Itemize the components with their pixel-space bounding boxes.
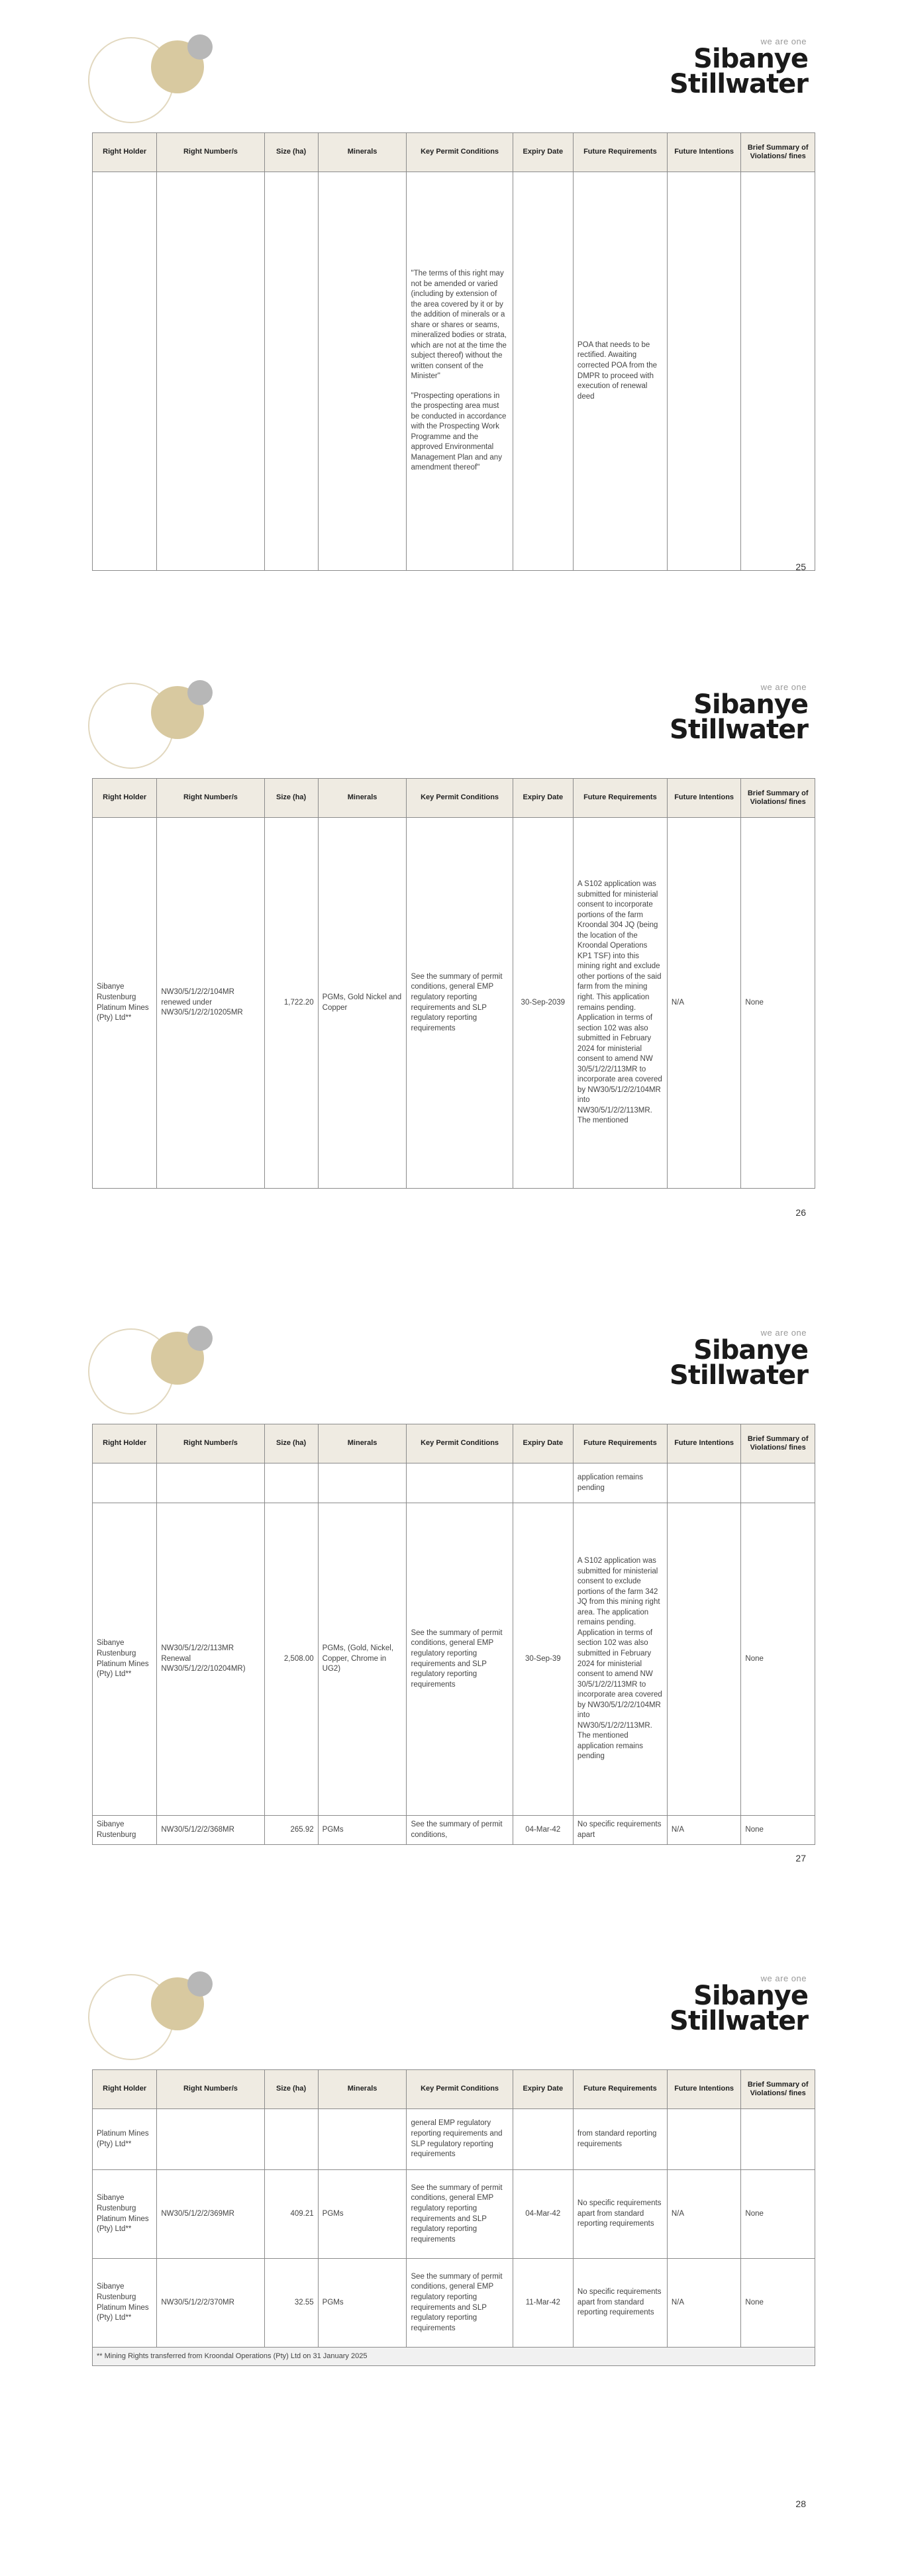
footnote: ** Mining Rights transferred from Kroondal Operations (Pty) Ltd on 31 January 2025 — [93, 2348, 815, 2366]
sibanye-stillwater-logo — [649, 682, 808, 748]
violations-cell: None — [741, 818, 815, 1189]
right-number-cell — [157, 1463, 264, 1503]
sibanye-stillwater-logo — [649, 36, 808, 103]
future-intentions-cell — [667, 172, 741, 571]
right-number-cell: NW30/5/1/2/2/370MR — [157, 2259, 264, 2348]
right-number-cell — [157, 172, 264, 571]
right-holder-cell — [93, 1463, 157, 1503]
logo-word-sibanye: Sibanye — [693, 1335, 808, 1365]
right-holder-cell: Sibanye Rustenburg Platinum Mines (Pty) Ltd** — [93, 1503, 157, 1816]
minerals-cell: PGMs, Gold Nickel and Copper — [318, 818, 407, 1189]
mining-rights-table — [92, 2069, 815, 2366]
column-header: Brief Summary of Violations/ fines — [741, 779, 815, 818]
column-header: Future Intentions — [667, 2070, 741, 2109]
size-cell — [264, 2109, 318, 2170]
document-page — [0, 1937, 904, 2576]
column-header: Expiry Date — [513, 2070, 573, 2109]
right-number-cell: NW30/5/1/2/2/104MR renewed under NW30/5/1/2/2/10205MR — [157, 818, 264, 1189]
column-header: Future Requirements — [573, 779, 667, 818]
table-row — [93, 172, 815, 571]
table-row — [93, 2109, 815, 2170]
column-header: Right Number/s — [157, 2070, 264, 2109]
decorative-circles-graphic — [86, 1967, 232, 2066]
minerals-cell — [318, 2109, 407, 2170]
column-header: Key Permit Conditions — [407, 133, 513, 172]
future-intentions-cell — [667, 2109, 741, 2170]
future-requirements-cell: POA that needs to be rectified. Awaiting corrected POA from the DMPR to proceed with execution of renewal deed — [573, 172, 667, 571]
condition-paragraph: See the summary of permit conditions, — [411, 1820, 503, 1839]
expiry-cell — [513, 1463, 573, 1503]
column-header: Right Number/s — [157, 133, 264, 172]
future-intentions-cell: N/A — [667, 1816, 741, 1845]
violations-cell — [741, 1463, 815, 1503]
violations-cell: None — [741, 2170, 815, 2259]
expiry-cell: 11-Mar-42 — [513, 2259, 573, 2348]
size-cell: 32.55 — [264, 2259, 318, 2348]
right-number-cell: NW30/5/1/2/2/368MR — [157, 1816, 264, 1845]
column-header: Key Permit Conditions — [407, 779, 513, 818]
column-header: Right Number/s — [157, 1424, 264, 1463]
future-intentions-cell — [667, 1503, 741, 1816]
document-page — [0, 1291, 904, 1930]
minerals-cell: PGMs — [318, 2170, 407, 2259]
right-holder-cell: Sibanye Rustenburg Platinum Mines (Pty) Ltd** — [93, 818, 157, 1189]
condition-paragraph: "Prospecting operations in the prospecting area must be conducted in accordance with the Prospecting Work Programme and the approved Environmental Management Plan and any amendment thereof" — [411, 391, 507, 472]
column-header: Right Holder — [93, 2070, 157, 2109]
minerals-cell — [318, 1463, 407, 1503]
future-intentions-cell: N/A — [667, 818, 741, 1189]
size-cell — [264, 1463, 318, 1503]
mining-rights-table — [92, 778, 815, 1189]
conditions-cell — [407, 2170, 513, 2259]
column-header: Future Intentions — [667, 133, 741, 172]
column-header: Key Permit Conditions — [407, 2070, 513, 2109]
table-row — [93, 818, 815, 1189]
column-header: Future Requirements — [573, 2070, 667, 2109]
column-header: Size (ha) — [264, 133, 318, 172]
column-header: Expiry Date — [513, 1424, 573, 1463]
column-header: Brief Summary of Violations/ fines — [741, 1424, 815, 1463]
column-header: Future Intentions — [667, 779, 741, 818]
page-number: 28 — [795, 2499, 806, 2509]
sibanye-stillwater-logo — [649, 1973, 808, 2040]
conditions-cell — [407, 1503, 513, 1816]
condition-paragraph: See the summary of permit conditions, general EMP regulatory reporting requirements and SLP regulatory reporting requirements — [411, 1628, 503, 1689]
logo-word-stillwater: Stillwater — [670, 715, 808, 745]
column-header: Expiry Date — [513, 133, 573, 172]
violations-cell: None — [741, 2259, 815, 2348]
column-header: Brief Summary of Violations/ fines — [741, 2070, 815, 2109]
table-row — [93, 1503, 815, 1816]
logo-word-stillwater: Stillwater — [670, 2006, 808, 2036]
column-header: Future Requirements — [573, 133, 667, 172]
table-header-row — [93, 779, 815, 818]
sibanye-stillwater-logo — [649, 1328, 808, 1394]
size-cell: 265.92 — [264, 1816, 318, 1845]
logo-tagline: we are one — [760, 1328, 807, 1338]
table-header-row — [93, 133, 815, 172]
minerals-cell: PGMs, (Gold, Nickel, Copper, Chrome in UG2) — [318, 1503, 407, 1816]
conditions-cell — [407, 2259, 513, 2348]
violations-cell — [741, 172, 815, 571]
future-intentions-cell: N/A — [667, 2259, 741, 2348]
minerals-cell: PGMs — [318, 1816, 407, 1845]
logo-word-stillwater: Stillwater — [670, 69, 808, 99]
column-header: Size (ha) — [264, 2070, 318, 2109]
condition-paragraph: See the summary of permit conditions, general EMP regulatory reporting requirements and SLP regulatory reporting requirements — [411, 2183, 503, 2244]
column-header: Brief Summary of Violations/ fines — [741, 133, 815, 172]
minerals-cell — [318, 172, 407, 571]
column-header: Key Permit Conditions — [407, 1424, 513, 1463]
expiry-cell — [513, 172, 573, 571]
expiry-cell: 04-Mar-42 — [513, 1816, 573, 1845]
table-header-row — [93, 2070, 815, 2109]
mining-rights-table — [92, 1424, 815, 1845]
column-header: Size (ha) — [264, 1424, 318, 1463]
right-number-cell: NW30/5/1/2/2/369MR — [157, 2170, 264, 2259]
logo-tagline: we are one — [760, 682, 807, 692]
condition-paragraph: See the summary of permit conditions, general EMP regulatory reporting requirements and SLP regulatory reporting requirements — [411, 972, 503, 1032]
future-requirements-cell: A S102 application was submitted for ministerial consent to exclude portions of the farm 342 JQ from this mining right area. The application remains pending. Application in terms of section 102 was also submitted in February 2024 for ministerial consent to amend NW 30/5/1/2/2/113MR to incorporate area covered by NW30/5/1/2/2/104MR into NW30/5/1/2/2/113MR. The mentioned application remains pending — [573, 1503, 667, 1816]
column-header: Right Number/s — [157, 779, 264, 818]
page-number: 25 — [795, 562, 806, 572]
future-requirements-cell: No specific requirements apart — [573, 1816, 667, 1845]
mining-rights-table — [92, 132, 815, 571]
violations-cell: None — [741, 1816, 815, 1845]
table-header-row — [93, 1424, 815, 1463]
table-row — [93, 1463, 815, 1503]
future-intentions-cell: N/A — [667, 2170, 741, 2259]
column-header: Size (ha) — [264, 779, 318, 818]
page-number: 27 — [795, 1853, 806, 1863]
conditions-cell — [407, 1463, 513, 1503]
condition-paragraph: See the summary of permit conditions, general EMP regulatory reporting requirements and SLP regulatory reporting requirements — [411, 2272, 503, 2332]
right-number-cell — [157, 2109, 264, 2170]
document-page — [0, 646, 904, 1285]
minerals-cell: PGMs — [318, 2259, 407, 2348]
decorative-circles-graphic — [86, 675, 232, 775]
right-holder-cell: Sibanye Rustenburg Platinum Mines (Pty) Ltd** — [93, 2259, 157, 2348]
future-requirements-cell: No specific requirements apart from standard reporting requirements — [573, 2259, 667, 2348]
size-cell: 1,722.20 — [264, 818, 318, 1189]
column-header: Right Holder — [93, 779, 157, 818]
right-holder-cell — [93, 172, 157, 571]
right-holder-cell: Sibanye Rustenburg — [93, 1816, 157, 1845]
footnote-row — [93, 2348, 815, 2366]
future-requirements-cell: from standard reporting requirements — [573, 2109, 667, 2170]
size-cell: 409.21 — [264, 2170, 318, 2259]
right-number-cell: NW30/5/1/2/2/113MR Renewal NW30/5/1/2/2/10204MR) — [157, 1503, 264, 1816]
future-requirements-cell: A S102 application was submitted for ministerial consent to incorporate portions of the farm Kroondal 304 JQ (being the location of the Kroondal Operations KP1 TSF) into this mining right and exclude other portions of the said farm from the mining right. This application remains pending. Application in terms of section 102 was also submitted in February 2024 for ministerial consent to amend NW 30/5/1/2/2/113MR to incorporate area covered by NW30/5/1/2/2/104MR into NW30/5/1/2/2/113MR. The mentioned — [573, 818, 667, 1189]
right-holder-cell: Platinum Mines (Pty) Ltd** — [93, 2109, 157, 2170]
logo-tagline: we are one — [760, 1973, 807, 1983]
future-intentions-cell — [667, 1463, 741, 1503]
table-row — [93, 2259, 815, 2348]
condition-paragraph: general EMP regulatory reporting requirements and SLP regulatory reporting requirements — [411, 2119, 503, 2159]
column-header: Minerals — [318, 779, 407, 818]
column-header: Future Intentions — [667, 1424, 741, 1463]
decorative-circles-graphic — [86, 30, 232, 129]
column-header: Future Requirements — [573, 1424, 667, 1463]
expiry-cell — [513, 2109, 573, 2170]
size-cell: 2,508.00 — [264, 1503, 318, 1816]
column-header: Right Holder — [93, 1424, 157, 1463]
conditions-cell — [407, 172, 513, 571]
decorative-circles-graphic — [86, 1321, 232, 1420]
future-requirements-cell: No specific requirements apart from standard reporting requirements — [573, 2170, 667, 2259]
column-header: Minerals — [318, 133, 407, 172]
expiry-cell: 30-Sep-39 — [513, 1503, 573, 1816]
violations-cell — [741, 2109, 815, 2170]
violations-cell: None — [741, 1503, 815, 1816]
size-cell — [264, 172, 318, 571]
page-number: 26 — [795, 1207, 806, 1218]
logo-word-stillwater: Stillwater — [670, 1360, 808, 1391]
logo-tagline: we are one — [760, 36, 807, 46]
column-header: Minerals — [318, 1424, 407, 1463]
future-requirements-cell: application remains pending — [573, 1463, 667, 1503]
condition-paragraph: "The terms of this right may not be amended or varied (including by extension of the area covered by it or by the addition of minerals or a share or shares or seams, mineralized bodies or strata, which are not at the time the subject thereof) without the written consent of the Minister" — [411, 270, 507, 381]
document-page — [0, 0, 904, 639]
table-row — [93, 2170, 815, 2259]
logo-word-sibanye: Sibanye — [693, 1981, 808, 2011]
expiry-cell: 30-Sep-2039 — [513, 818, 573, 1189]
column-header: Right Holder — [93, 133, 157, 172]
conditions-cell — [407, 1816, 513, 1845]
column-header: Expiry Date — [513, 779, 573, 818]
logo-word-sibanye: Sibanye — [693, 689, 808, 720]
conditions-cell — [407, 818, 513, 1189]
column-header: Minerals — [318, 2070, 407, 2109]
expiry-cell: 04-Mar-42 — [513, 2170, 573, 2259]
logo-word-sibanye: Sibanye — [693, 44, 808, 74]
table-row — [93, 1816, 815, 1845]
conditions-cell — [407, 2109, 513, 2170]
right-holder-cell: Sibanye Rustenburg Platinum Mines (Pty) Ltd** — [93, 2170, 157, 2259]
